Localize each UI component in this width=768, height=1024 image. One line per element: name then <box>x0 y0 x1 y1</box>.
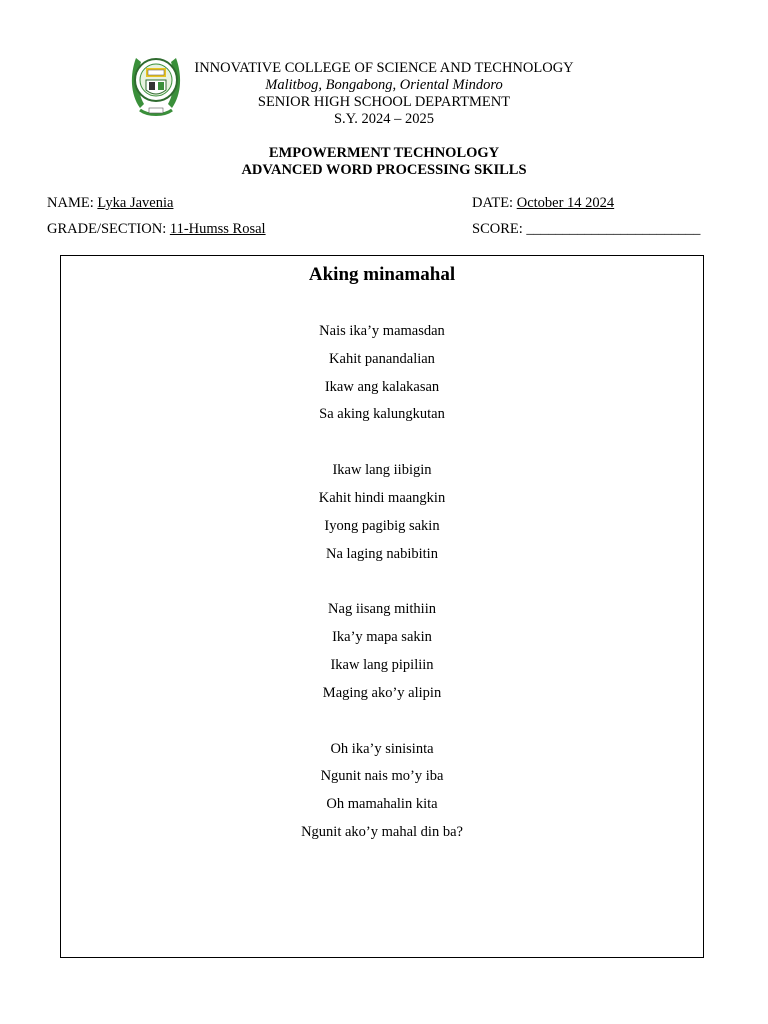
poem-line: Maging ako’y alipin <box>322 684 442 701</box>
subject-title <box>150 145 618 179</box>
name-value: Lyka Javenia <box>97 195 174 211</box>
poem-line: Oh ika’y sinisinta <box>330 740 434 757</box>
grade-section-label: GRADE/SECTION: <box>47 221 167 237</box>
grade-section-value: 11-Humss Rosal <box>169 221 266 237</box>
poem-line: Ikaw ang kalakasan <box>324 378 440 395</box>
poem-line: Kahit panandalian <box>329 350 435 367</box>
name-field <box>47 195 173 212</box>
poem-line: Iyong pagibig sakin <box>324 517 440 534</box>
poem-stanza <box>61 736 703 847</box>
date-value: October 14 2024 <box>516 195 615 211</box>
poem-line: Oh mamahalin kita <box>326 796 438 813</box>
poem-line: Ngunit nais mo’y iba <box>320 768 444 785</box>
poem-line: Ikaw lang iibigin <box>332 462 432 479</box>
department-name: SENIOR HIGH SCHOOL DEPARTMENT <box>257 94 511 110</box>
poem-stanza <box>61 596 703 707</box>
poem-line: Sa aking kalungkutan <box>319 406 445 423</box>
poem-line: Ikaw lang pipiliin <box>330 656 434 673</box>
poem-line: Na laging nabibitin <box>326 545 438 562</box>
poem-body <box>61 318 703 875</box>
subject-line-2: ADVANCED WORD PROCESSING SKILLS <box>241 162 527 178</box>
school-year: S.Y. 2024 – 2025 <box>333 111 435 127</box>
poem-line: Nais ika’y mamasdan <box>319 323 445 339</box>
school-address: Malitbog, Bongabong, Oriental Mindoro <box>265 77 503 93</box>
poem-line: Ngunit ako’y mahal din ba? <box>301 823 463 840</box>
poem-line: Ika’y mapa sakin <box>332 629 432 646</box>
date-field <box>472 195 614 212</box>
date-label: DATE: <box>472 195 514 211</box>
school-name: INNOVATIVE COLLEGE OF SCIENCE AND TECHNOLOGY <box>194 60 574 76</box>
poem-stanza <box>61 457 703 568</box>
subject-line-1: EMPOWERMENT TECHNOLOGY <box>268 145 500 161</box>
name-label: NAME: <box>47 195 94 211</box>
poem-line: Kahit hindi maangkin <box>318 489 446 506</box>
poem-title: Aking minamahal <box>308 264 456 285</box>
score-field <box>472 221 700 238</box>
poem-box <box>60 255 704 958</box>
school-header <box>150 60 618 128</box>
score-label: SCORE: <box>472 221 523 237</box>
score-blank: ________________________ <box>526 221 701 237</box>
poem-stanza <box>61 318 703 429</box>
grade-section-field <box>47 221 266 238</box>
poem-line: Nag iisang mithiin <box>328 601 436 618</box>
